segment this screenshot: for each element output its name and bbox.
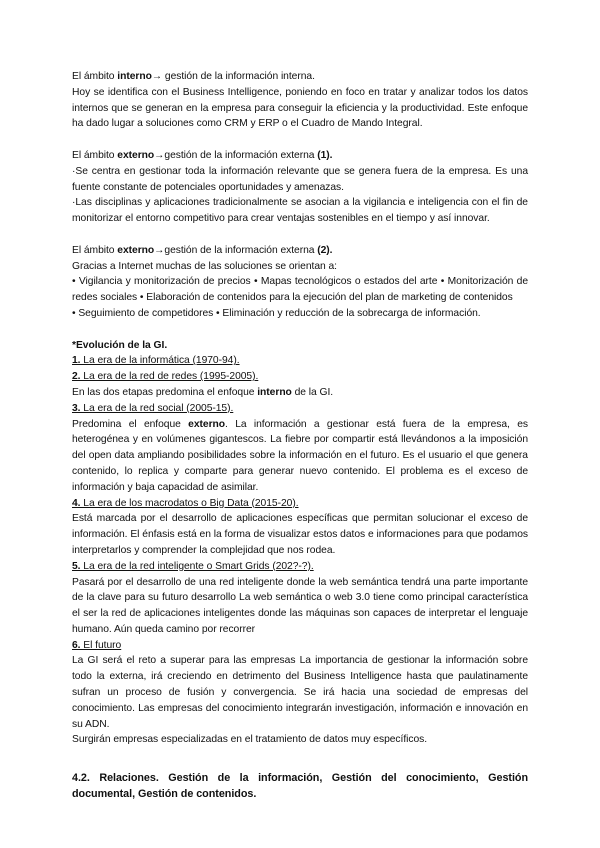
era-5: 5. La era de la red inteligente o Smart Grids (202?-?). bbox=[72, 560, 314, 572]
era-3: 3. La era de la red social (2005-15). bbox=[72, 402, 234, 414]
externo2-intro: Gracias a Internet muchas de las soluciones se orientan a: bbox=[72, 260, 337, 272]
externo2-list-2: • Seguimiento de competidores • Eliminación y reducción de la sobrecarga de información. bbox=[72, 307, 481, 319]
era-1: 1. La era de la informática (1970-94). bbox=[72, 355, 240, 367]
era-3-text: Predomina el enfoque externo. La información a gestionar está fuera de la empresa, es heterogénea y en volúmenes gigantescos. La fiebre por compartir está llevándonos a la imposición del open data ampliando posibilidades sobre la información en el futuro. Es el usuario el que genera contenido, lo replica y comparte para generar nuevo contenido. El problema es el exceso de información y baja capacidad de asimilar. bbox=[72, 418, 528, 493]
era-6-text-2: Surgirán empresas especializadas en el tratamiento de datos muy específicos. bbox=[72, 734, 428, 746]
era-2-text: En las dos etapas predomina el enfoque interno de la GI. bbox=[72, 386, 334, 398]
evolucion-title: *Evolución de la GI. bbox=[72, 339, 168, 351]
era-6: 6. El futuro bbox=[72, 639, 122, 651]
section-title: 4.2. Relaciones. Gestión de la información, Gestión del conocimiento, Gestión documental, Gestión de contenidos. bbox=[72, 772, 528, 801]
externo1-item-2: ·Las disciplinas y aplicaciones tradicionalmente se asocian a la vigilancia e inteligencia con el fin de monitorizar el entorno competitivo para crear ventajas sostenibles en el tiempo y así innovar. bbox=[72, 197, 528, 225]
document-body bbox=[72, 69, 528, 802]
externo2-list-1: • Vigilancia y monitorización de precios • Mapas tecnológicos o estados del arte • Monitorización de redes sociales • Elaboración de contenidos para la ejecución del plan de marketing de contenidos bbox=[72, 276, 528, 304]
era-6-text: La GI será el reto a superar para las empresas La importancia de gestionar la información sobre todo la externa, irá creciendo en detrimento del Business Intelligence hasta que paulatinamente sufran un proceso de fusión y convergencia. Se irá hacia una sociedad de empresas del conocimiento. Las empresas del conocimiento integrarán investigación, información e innovación en su ADN. bbox=[72, 655, 528, 730]
interno-heading: El ámbito interno→ gestión de la información interna. bbox=[72, 71, 315, 82]
interno-paragraph: Hoy se identifica con el Business Intelligence, poniendo en foco en tratar y analizar todos los datos internos que se generan en la empresa para conseguir la eficiencia y la productividad. Este enfoque ha dado lugar a soluciones como CRM y ERP o el Cuadro de Mando Integral. bbox=[72, 86, 528, 130]
externo1-heading: El ámbito externo→gestión de la información externa (1). bbox=[72, 149, 333, 161]
era-4: 4. La era de los macrodatos o Big Data (2015-20). bbox=[72, 497, 299, 509]
era-4-text: Está marcada por el desarrollo de aplicaciones específicas que permitan solucionar el exceso de información. El énfasis está en la forma de visualizar estos datos e informaciones para que podamos interpretarlos y comprender la complejidad que nos rodea. bbox=[72, 513, 528, 556]
era-5-text: Pasará por el desarrollo de una red inteligente donde la web semántica tendrá una parte importante de la clave para su futuro desarrollo La web semántica o web 3.0 tiene como principal característica el ser la red de aplicaciones inteligentes donde las máquinas son capaces de interpretar el lenguaje humano. Aún queda camino por recorrer bbox=[72, 576, 528, 635]
externo1-item-1: ·Se centra en gestionar toda la información relevante que se genera fuera de la empresa. Es una fuente constante de potenciales oportunidades y amenazas. bbox=[72, 165, 528, 193]
era-2: 2. La era de la red de redes (1995-2005). bbox=[72, 371, 259, 383]
externo2-heading: El ámbito externo→gestión de la información externa (2). bbox=[72, 244, 333, 256]
